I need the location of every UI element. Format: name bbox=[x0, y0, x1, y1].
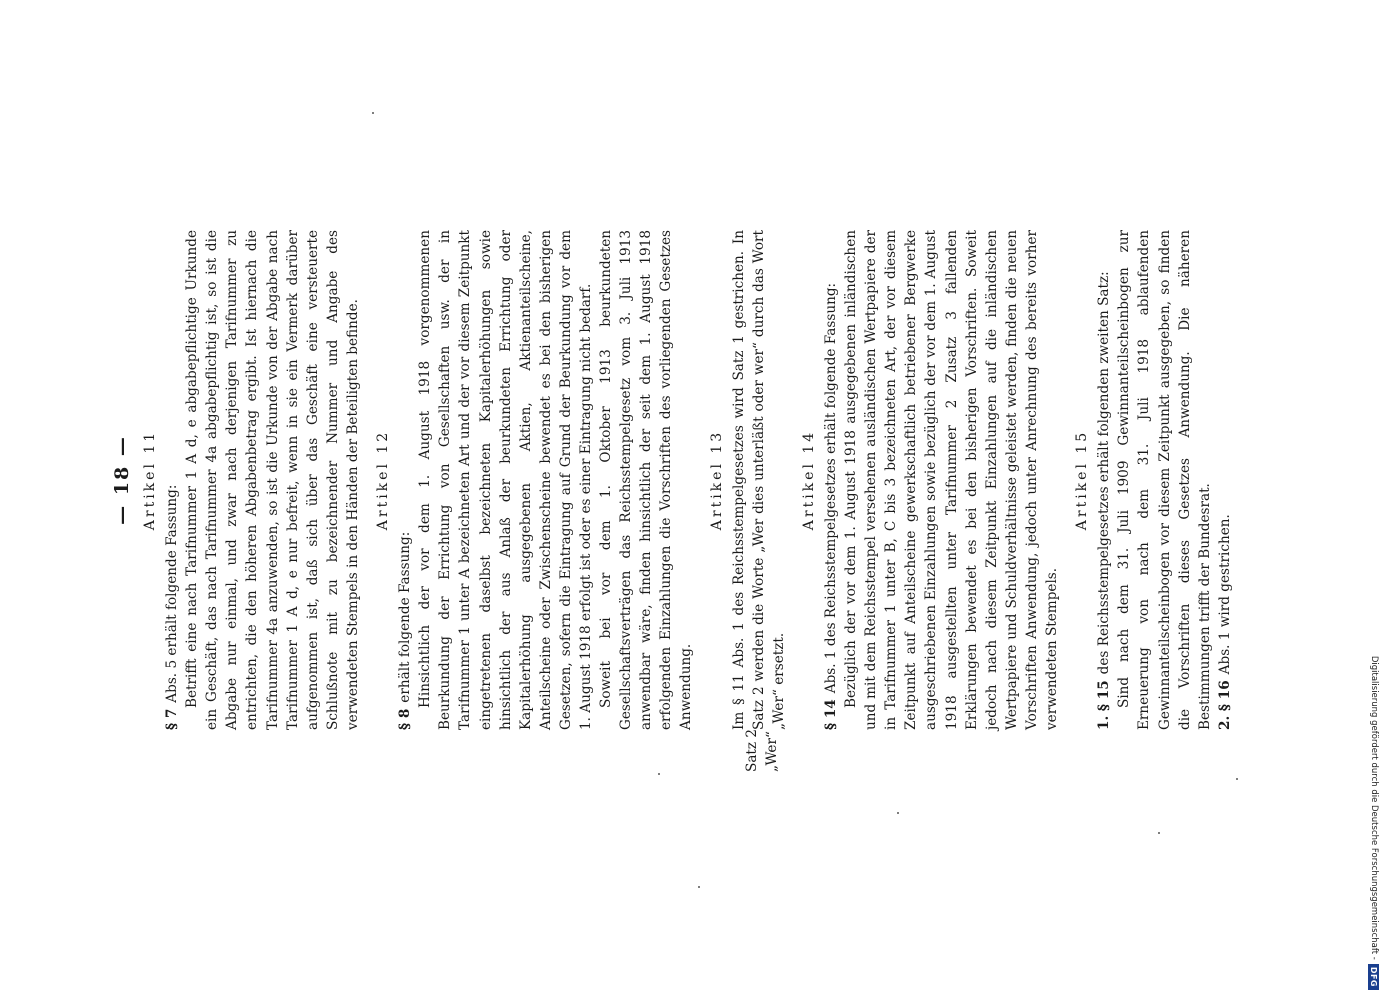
page-content bbox=[108, 230, 1235, 730]
article-heading: Artikel 13 bbox=[708, 429, 725, 531]
article-heading: Artikel 14 bbox=[800, 429, 817, 531]
section-marker: § 14 bbox=[823, 699, 839, 730]
paragraph-text: Bezüglich der vor dem 1. August 1918 ausgegebenen inländischen und mit dem Reichsstempel versehenen ausländischen Wertpapiere der in Tarifnummer 1 unter B, C bis 3 bezeichneten Art, der vor diesem Zeitpunkt auf Anteilscheine gewerkschaftlich betriebener Bergwerke ausgeschriebenen Einzahlungen sowie bezüglich der vor dem 1. August 1918 ausgestellten unter Tarifnummer 2 Zusatz 3 fallenden Erklärungen bewendet es bei den bisherigen Vorschriften. Soweit jedoch nach diesem Zeitpunkt Einzahlungen auf die inländischen Wertpapiere und Schuldverhältnisse geleistet werden, finden die neuen Vorschriften Anwendung, jedoch unter Anrechnung des bereits vorher verwendeten Stempels. bbox=[843, 230, 1061, 730]
scan-speck bbox=[658, 773, 660, 775]
paragraph-text: Betrifft eine nach Tarifnummer 1 A d, e abgabepflichtige Urkunde ein Geschäft, das nach Tarifnummer 4a abgabepflichtig ist, so ist die Abgabe nur einmal, und zwar nach derjenigen Tarifnummer zu entrichten, die den höheren Abgabenbetrag ergibt. Ist hiernach die Tarifnummer 4a anzuwenden, so ist die Urkunde von der Abgabe nach Tarifnummer 1 A d, e nur befreit, wenn in sie ein Vermerk darüber aufgenommen ist, daß sich über das Geschäft eine versteuerte Schlußnote mit zu bezeichnender Nummer und Angabe des verwendeten Stempels in den Händen der Beteiligten befinde. bbox=[184, 230, 361, 730]
paragraph-text: Im § 11 Abs. 1 des Reichsstempelgesetzes wird Satz 1 gestrichen. In Satz 2 werden die Worte „Wer dies unterläßt oder wer“ durch das Wort „Wer“ ersetzt. bbox=[730, 230, 787, 730]
section-marker: 2. § 16 bbox=[1216, 680, 1233, 730]
article-heading: Artikel 15 bbox=[1074, 429, 1091, 531]
article-paragraph bbox=[729, 230, 789, 730]
paragraph-text: Abs. 1 wird gestrichen. bbox=[1216, 514, 1233, 675]
article-paragraph bbox=[841, 230, 1062, 730]
section-marker: § 8 bbox=[397, 708, 414, 730]
article-paragraph bbox=[1215, 230, 1235, 730]
article-paragraph bbox=[1094, 230, 1114, 730]
margin-note-line-2: „Wer“ bbox=[764, 731, 780, 772]
paragraph-text: erhält folgende Fassung: bbox=[397, 531, 414, 703]
scan-speck bbox=[1236, 778, 1238, 780]
margin-note bbox=[742, 702, 782, 772]
paragraph-text: Hinsichtlich der vor dem 1. August 1918 vorgenommenen Beurkundung der Errichtung von Gesellschaften usw. der in Tarifnummer 1 unter A bezeichneten Art und der vor diesem Zeitpunkt eingetretenen daselbst bezeichneten Kapitalerhöhungen sowie hinsichtlich der aus Anlaß der beurkundeten Errichtung oder Kapitalerhöhung ausgegebenen Aktien, Aktienanteilscheine, Anteilscheine oder Zwischenscheine bewendet es bei den bisherigen Gesetzen, sofern die Eintragung auf Grund der Beurkundung vor dem 1. August 1918 erfolgt ist oder es einer Eintragung nicht bedarf. bbox=[417, 230, 594, 730]
page-number: — 18 — bbox=[111, 435, 133, 525]
scan-speck bbox=[897, 812, 899, 814]
article-heading: Artikel 11 bbox=[142, 429, 158, 531]
dfg-logo: DFG bbox=[1369, 964, 1380, 990]
article-paragraph bbox=[821, 230, 841, 730]
scan-speck bbox=[372, 112, 374, 114]
paragraph-text: Soweit bei vor dem 1. Oktober 1913 beurkundeten Gesellschaftsverträgen das Reichsstempelgesetz vom 3. Juli 1913 anwendbar wäre, finden hinsichtlich der seit dem 1. August 1918 erfolgenden Einzahlungen die Vorschriften des vorliegenden Gesetzes Anwendung. bbox=[598, 230, 695, 730]
paragraph-text: des Reichsstempelgesetzes erhält folgenden zweiten Satz: bbox=[1096, 271, 1113, 675]
paragraph-text: Abs. 1 des Reichsstempelgesetzes erhält folgende Fassung: bbox=[823, 282, 839, 694]
article-paragraph bbox=[415, 230, 596, 730]
section-marker: § 7 bbox=[164, 708, 181, 730]
article-paragraph bbox=[395, 230, 415, 730]
article-heading: Artikel 12 bbox=[375, 429, 392, 531]
section-marker: 1. § 15 bbox=[1096, 680, 1113, 730]
scan-speck bbox=[698, 886, 700, 888]
article-paragraph bbox=[162, 230, 182, 730]
paragraph-text: Abs. 5 erhält folgende Fassung: bbox=[164, 484, 181, 703]
credit-text: Digitalisierung gefördert durch die Deutsche Forschungsgemeinschaft - bbox=[1369, 655, 1379, 960]
digitization-credit bbox=[1368, 10, 1380, 990]
paragraph-text: Sind nach dem 31. Juli 1909 Gewinnanteilscheinbogen zur Erneuerung von nach dem 31. Juli 1918 ablaufenden Gewinnanteilscheinbogen vor diesem Zeitpunkt ausgegeben, so finden die Vorschriften dieses Gesetzes Anwendung. Die näheren Bestimmungen trifft der Bundesrat. bbox=[1116, 230, 1213, 730]
article-paragraph bbox=[1114, 230, 1214, 730]
articles-container bbox=[140, 230, 1235, 730]
margin-note-line-1: Satz 2 bbox=[744, 728, 760, 772]
article-paragraph bbox=[596, 230, 696, 730]
article-paragraph bbox=[182, 230, 363, 730]
scan-speck bbox=[1158, 832, 1160, 834]
